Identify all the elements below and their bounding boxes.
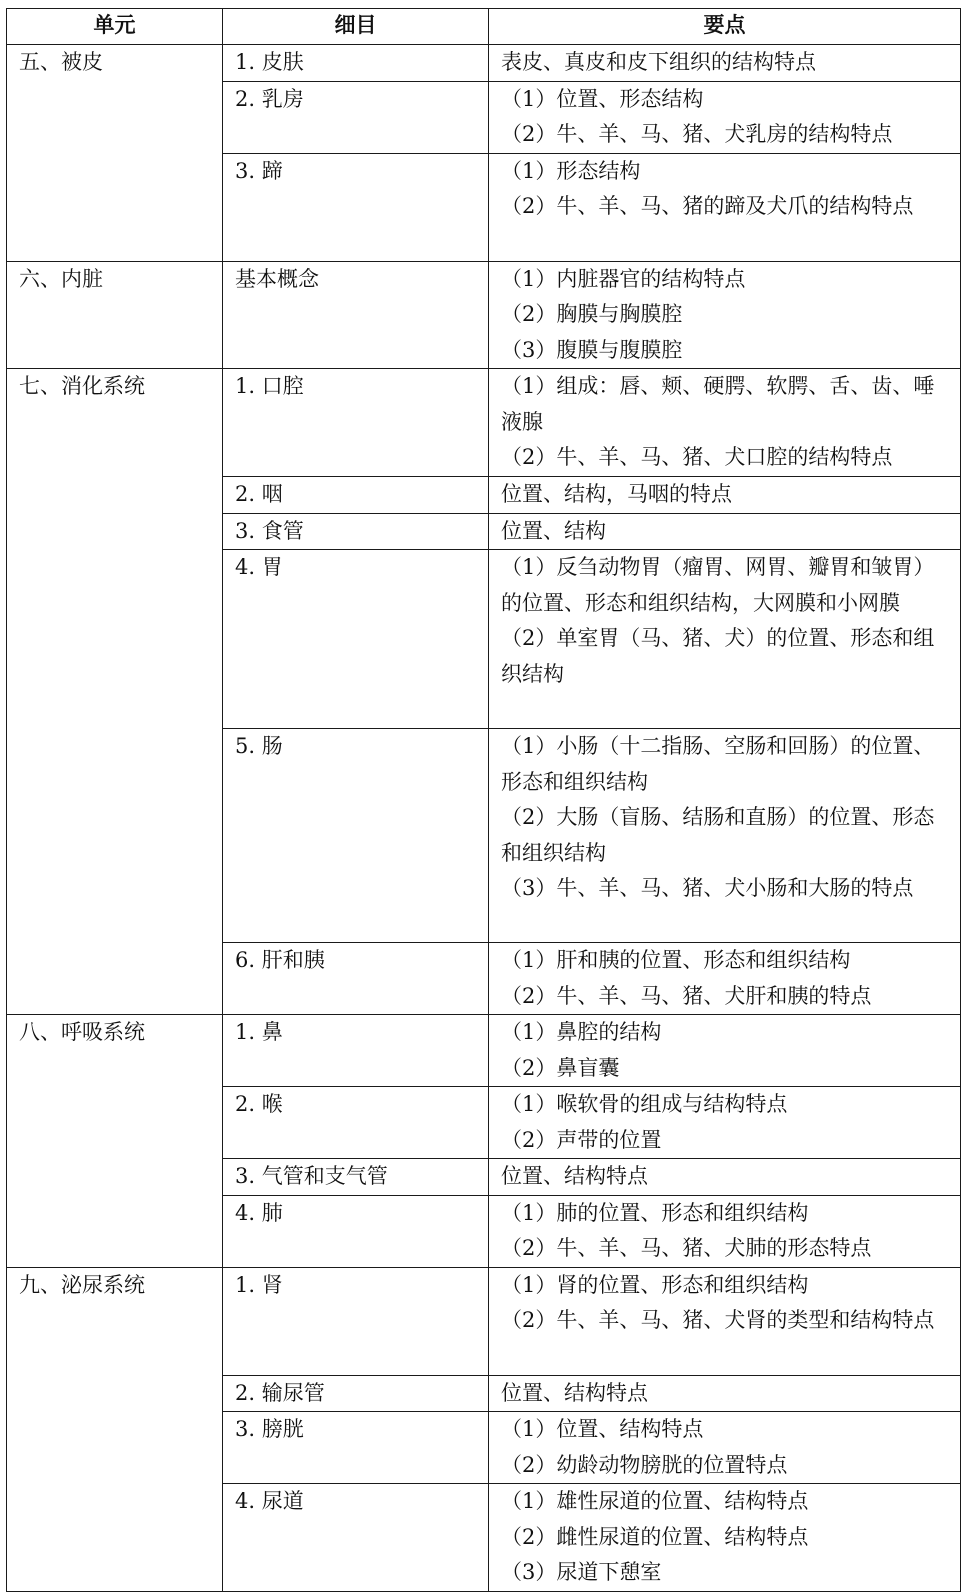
item-cell — [223, 1159, 489, 1196]
syllabus-table — [6, 8, 961, 1592]
item-cell — [223, 513, 489, 550]
point-line: （2）单室胃（马、猪、犬）的位置、形态和组织结构 — [501, 626, 935, 686]
item-label: 3. 气管和支气管 — [235, 1164, 388, 1188]
point-line: （2）声带的位置 — [501, 1127, 662, 1152]
point-line: （1）肝和胰的位置、形态和组织结构 — [501, 948, 851, 972]
item-cell — [223, 477, 489, 514]
item-cell — [223, 81, 489, 153]
point-line: （1）雄性尿道的位置、结构特点 — [501, 1489, 809, 1513]
item-label: 3. 膀胱 — [235, 1417, 304, 1441]
points-cell — [489, 1159, 961, 1196]
item-cell — [223, 550, 489, 729]
point-line: 位置、结构，马咽的特点 — [501, 482, 732, 506]
item-label: 6. 肝和胰 — [235, 948, 325, 972]
points-cell — [489, 477, 961, 514]
point-line: （1）喉软骨的组成与结构特点 — [501, 1092, 788, 1116]
item-label: 2. 乳房 — [235, 86, 304, 111]
points-cell — [489, 369, 961, 477]
table-row — [7, 1267, 961, 1375]
point-line: 位置、结构特点 — [501, 1380, 648, 1405]
item-label: 1. 口腔 — [235, 374, 304, 398]
points-cell — [489, 81, 961, 153]
item-cell — [223, 729, 489, 943]
unit-cell — [7, 369, 223, 1015]
points-cell — [489, 1015, 961, 1087]
unit-label: 八、呼吸系统 — [19, 1020, 145, 1044]
point-line: （1）反刍动物胃（瘤胃、网胃、瓣胃和皱胃）的位置、形态和组织结构，大网膜和小网膜 — [501, 555, 935, 615]
item-cell — [223, 369, 489, 477]
item-label: 3. 蹄 — [235, 158, 283, 183]
item-cell — [223, 1267, 489, 1375]
point-line: （2）鼻盲囊 — [501, 1055, 620, 1080]
point-line: （2）牛、羊、马、猪、犬乳房的结构特点 — [501, 122, 893, 146]
points-cell — [489, 261, 961, 369]
item-cell — [223, 943, 489, 1015]
point-line: （3）腹膜与腹膜腔 — [501, 337, 683, 362]
unit-label: 七、消化系统 — [19, 374, 145, 398]
point-line: （1）内脏器官的结构特点 — [501, 266, 746, 291]
item-label: 5. 肠 — [235, 734, 283, 758]
item-label: 4. 胃 — [235, 555, 283, 579]
points-cell — [489, 1087, 961, 1159]
item-label: 1. 鼻 — [235, 1020, 283, 1044]
unit-label: 九、泌尿系统 — [19, 1272, 145, 1297]
point-line: （3）尿道下憩室 — [501, 1560, 662, 1584]
item-label: 4. 尿道 — [235, 1489, 304, 1513]
table-row — [7, 45, 961, 82]
point-line: 位置、结构 — [501, 518, 606, 543]
item-cell — [223, 1412, 489, 1484]
points-cell — [489, 1267, 961, 1375]
header-unit: 单元 — [7, 9, 223, 45]
unit-label: 五、被皮 — [19, 50, 103, 74]
point-line: （2）牛、羊、马、猪、犬肺的形态特点 — [501, 1236, 872, 1260]
unit-label: 六、内脏 — [19, 266, 103, 291]
item-cell — [223, 45, 489, 82]
item-cell — [223, 1195, 489, 1267]
point-line: （2）牛、羊、马、猪、犬肝和胰的特点 — [501, 983, 872, 1008]
unit-cell — [7, 1015, 223, 1268]
points-cell — [489, 1412, 961, 1484]
point-line: （2）胸膜与胸膜腔 — [501, 302, 683, 326]
point-line: （1）小肠（十二指肠、空肠和回肠）的位置、形态和组织结构 — [501, 734, 935, 794]
item-label: 2. 输尿管 — [235, 1380, 325, 1405]
points-cell — [489, 45, 961, 82]
point-line: 位置、结构特点 — [501, 1164, 648, 1188]
point-line: （1）肾的位置、形态和组织结构 — [501, 1272, 809, 1297]
points-cell — [489, 1484, 961, 1592]
point-line: （2）牛、羊、马、猪、犬口腔的结构特点 — [501, 445, 893, 469]
item-cell — [223, 1484, 489, 1592]
point-line: （3）牛、羊、马、猪、犬小肠和大肠的特点 — [501, 876, 914, 900]
point-line: （1）位置、形态结构 — [501, 86, 704, 111]
point-line: （2）雌性尿道的位置、结构特点 — [501, 1524, 809, 1549]
item-label: 1. 皮肤 — [235, 50, 304, 74]
points-cell — [489, 153, 961, 261]
points-cell — [489, 943, 961, 1015]
points-cell — [489, 513, 961, 550]
item-label: 2. 咽 — [235, 482, 283, 506]
item-label: 基本概念 — [235, 266, 319, 291]
item-cell — [223, 1087, 489, 1159]
point-line: （1）形态结构 — [501, 158, 641, 183]
item-cell — [223, 153, 489, 261]
point-line: （1）鼻腔的结构 — [501, 1020, 662, 1044]
points-cell — [489, 550, 961, 729]
table-row — [7, 261, 961, 369]
item-cell — [223, 1015, 489, 1087]
point-line: （1）位置、结构特点 — [501, 1417, 704, 1441]
item-label: 4. 肺 — [235, 1200, 283, 1225]
item-cell — [223, 261, 489, 369]
point-line: （2）牛、羊、马、猪的蹄及犬爪的结构特点 — [501, 194, 914, 218]
header-points: 要点 — [489, 9, 961, 45]
point-line: 表皮、真皮和皮下组织的结构特点 — [501, 50, 816, 74]
item-label: 2. 喉 — [235, 1092, 283, 1116]
table-row — [7, 369, 961, 477]
header-row — [7, 9, 961, 45]
points-cell — [489, 1195, 961, 1267]
point-line: （1）肺的位置、形态和组织结构 — [501, 1200, 809, 1225]
point-line: （2）大肠（盲肠、结肠和直肠）的位置、形态和组织结构 — [501, 805, 935, 865]
item-label: 1. 肾 — [235, 1272, 283, 1297]
unit-cell — [7, 261, 223, 369]
point-line: （2）牛、羊、马、猪、犬肾的类型和结构特点 — [501, 1308, 935, 1332]
unit-cell — [7, 45, 223, 262]
header-item: 细目 — [223, 9, 489, 45]
table-row — [7, 1015, 961, 1087]
point-line: （1）组成：唇、颊、硬腭、软腭、舌、齿、唾液腺 — [501, 374, 935, 434]
points-cell — [489, 1375, 961, 1412]
point-line: （2）幼龄动物膀胱的位置特点 — [501, 1452, 788, 1477]
points-cell — [489, 729, 961, 943]
unit-cell — [7, 1267, 223, 1592]
item-label: 3. 食管 — [235, 518, 304, 543]
item-cell — [223, 1375, 489, 1412]
